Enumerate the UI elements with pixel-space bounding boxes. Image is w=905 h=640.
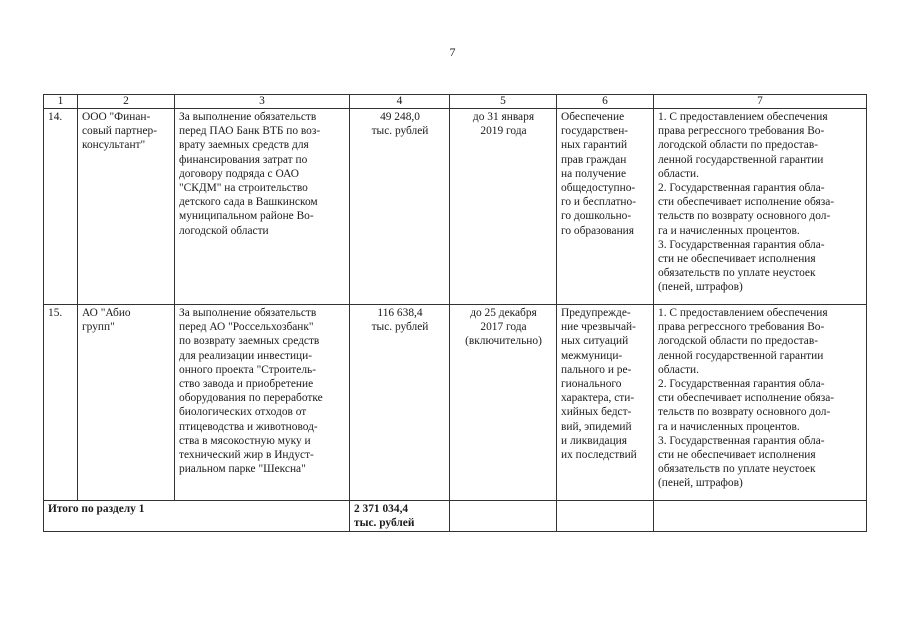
cell-line: их последствий	[561, 449, 637, 462]
cell-line: государствен-	[561, 125, 629, 138]
purpose-cell	[175, 109, 350, 305]
cell-line: ООО "Финан-	[82, 111, 151, 123]
cell-line: ленной государственной гарантии	[658, 349, 824, 362]
goal-cell	[557, 305, 654, 501]
cell-line: Обеспечение	[561, 111, 625, 123]
cell-line: За выполнение обязательств	[179, 307, 317, 319]
cell-line: 2. Государственная гарантия обла-	[658, 182, 825, 195]
cell-line: ных гарантий	[561, 139, 628, 152]
column-number-row	[44, 95, 867, 109]
cell-line: договору подряда с ОАО	[179, 167, 299, 180]
column-number-1: 1	[44, 95, 78, 109]
page-number: 7	[449, 45, 456, 59]
cell-line: логодской области по предостав-	[658, 335, 819, 348]
cell-line: ных ситуаций	[561, 335, 629, 348]
cell-line: консультант"	[82, 139, 146, 152]
cell-line: 1. С предоставлением обеспечения	[658, 111, 828, 123]
cell-line: тыс. рублей	[354, 517, 415, 530]
cell-line: гионального	[561, 378, 622, 391]
amount-cell	[350, 305, 450, 501]
cell-line: го образования	[561, 224, 635, 237]
purpose-cell	[175, 305, 350, 501]
cell-line: на получение	[561, 167, 627, 180]
cell-line: биологических отходов от	[179, 406, 307, 419]
cell-line: перед ПАО Банк ВТБ по воз-	[179, 125, 321, 138]
cell-line: групп"	[82, 321, 115, 334]
cell-line: га и начисленных процентов.	[658, 224, 800, 237]
cell-line: пального и ре-	[561, 363, 632, 376]
cell-line: За выполнение обязательств	[179, 111, 317, 123]
cell-line: 3. Государственная гарантия обла-	[658, 434, 825, 447]
cell-line: 2 371 034,4	[354, 503, 409, 515]
cell-line: логодской области	[179, 224, 269, 237]
cell-line: 3. Государственная гарантия обла-	[658, 238, 825, 251]
conditions-cell	[654, 109, 867, 305]
cell-line: логодской области по предостав-	[658, 139, 819, 152]
cell-line: тыс. рублей	[371, 321, 429, 334]
cell-line: онного проекта "Строитель-	[179, 363, 317, 376]
column-number-6: 6	[557, 95, 654, 109]
column-number-5: 5	[450, 95, 557, 109]
cell-line: (пеней, штрафов)	[658, 477, 743, 490]
cell-line: хийных бедст-	[561, 406, 632, 419]
cell-line: "СКДМ" на строительство	[179, 182, 308, 195]
row-number: 15.	[44, 305, 78, 501]
cell-line: (включительно)	[465, 335, 542, 348]
column-number-7: 7	[654, 95, 867, 109]
cell-line: обязательств по уплате неустоек	[658, 267, 816, 280]
cell-line: муниципальном районе Во-	[179, 210, 314, 223]
total-empty-cell	[450, 501, 557, 532]
cell-line: тыс. рублей	[371, 125, 429, 138]
column-number-2: 2	[78, 95, 175, 109]
total-row	[44, 501, 867, 532]
cell-line: го и бесплатно-	[561, 196, 637, 209]
cell-line: тельств по возврату основного дол-	[658, 210, 831, 223]
total-label: Итого по разделу 1	[44, 501, 350, 532]
cell-line: врату заемных средств для	[179, 139, 309, 152]
cell-line: сти обеспечивает исполнение обяза-	[658, 392, 835, 405]
cell-line: 2. Государственная гарантия обла-	[658, 378, 825, 391]
table-row	[44, 305, 867, 501]
cell-line: го дошкольно-	[561, 210, 632, 223]
cell-line: и ликвидация	[561, 434, 628, 447]
amount-cell	[350, 109, 450, 305]
column-number-3: 3	[175, 95, 350, 109]
cell-line: технический жир в Индуст-	[179, 449, 314, 462]
cell-line: до 25 декабря	[470, 307, 537, 319]
cell-line: птицеводства и животновод-	[179, 420, 318, 433]
cell-line: 1. С предоставлением обеспечения	[658, 307, 828, 319]
cell-line: права регрессного требования Во-	[658, 321, 825, 334]
cell-line: перед АО "Россельхозбанк"	[179, 321, 314, 334]
organization-cell	[78, 109, 175, 305]
column-number-4: 4	[350, 95, 450, 109]
cell-line: обязательств по уплате неустоек	[658, 463, 816, 476]
cell-line: 2017 года	[480, 321, 527, 334]
guarantees-table	[43, 94, 867, 532]
cell-line: финансирования затрат по	[179, 153, 308, 166]
cell-line: ство завода и приобретение	[179, 378, 314, 391]
cell-line: сти не обеспечивает исполнения	[658, 449, 816, 462]
cell-line: (пеней, штрафов)	[658, 281, 743, 294]
cell-line: 116 638,4	[377, 307, 423, 319]
cell-line: межмуници-	[561, 349, 623, 362]
total-amount	[350, 501, 450, 532]
cell-line: до 31 января	[472, 111, 535, 123]
cell-line: для реализации инвестици-	[179, 349, 313, 362]
cell-line: области.	[658, 167, 699, 180]
row-number: 14.	[44, 109, 78, 305]
term-cell	[450, 109, 557, 305]
cell-line: ние чрезвычай-	[561, 321, 636, 334]
cell-line: сти обеспечивает исполнение обяза-	[658, 196, 835, 209]
cell-line: сти не обеспечивает исполнения	[658, 253, 816, 266]
cell-line: права регрессного требования Во-	[658, 125, 825, 138]
cell-line: ства в мясокостную муку и	[179, 434, 311, 447]
cell-line: прав граждан	[561, 153, 627, 166]
cell-line: га и начисленных процентов.	[658, 420, 800, 433]
table-row	[44, 109, 867, 305]
term-cell	[450, 305, 557, 501]
total-empty-cell	[654, 501, 867, 532]
cell-line: оборудования по переработке	[179, 392, 323, 405]
cell-line: совый партнер-	[82, 125, 158, 138]
total-empty-cell	[557, 501, 654, 532]
cell-line: риальном парке "Шексна"	[179, 463, 306, 476]
cell-line: по возврату заемных средств	[179, 335, 320, 348]
cell-line: вий, эпидемий	[561, 420, 632, 433]
cell-line: тельств по возврату основного дол-	[658, 406, 831, 419]
conditions-cell	[654, 305, 867, 501]
cell-line: общедоступно-	[561, 182, 636, 195]
cell-line: АО "Абио	[82, 307, 131, 319]
goal-cell	[557, 109, 654, 305]
cell-line: детского сада в Вашкинском	[179, 196, 318, 209]
cell-line: Предупрежде-	[561, 307, 631, 319]
organization-cell	[78, 305, 175, 501]
cell-line: 49 248,0	[380, 111, 420, 123]
cell-line: области.	[658, 363, 699, 376]
cell-line: 2019 года	[480, 125, 527, 138]
cell-line: характера, сти-	[561, 392, 635, 405]
cell-line: ленной государственной гарантии	[658, 153, 824, 166]
